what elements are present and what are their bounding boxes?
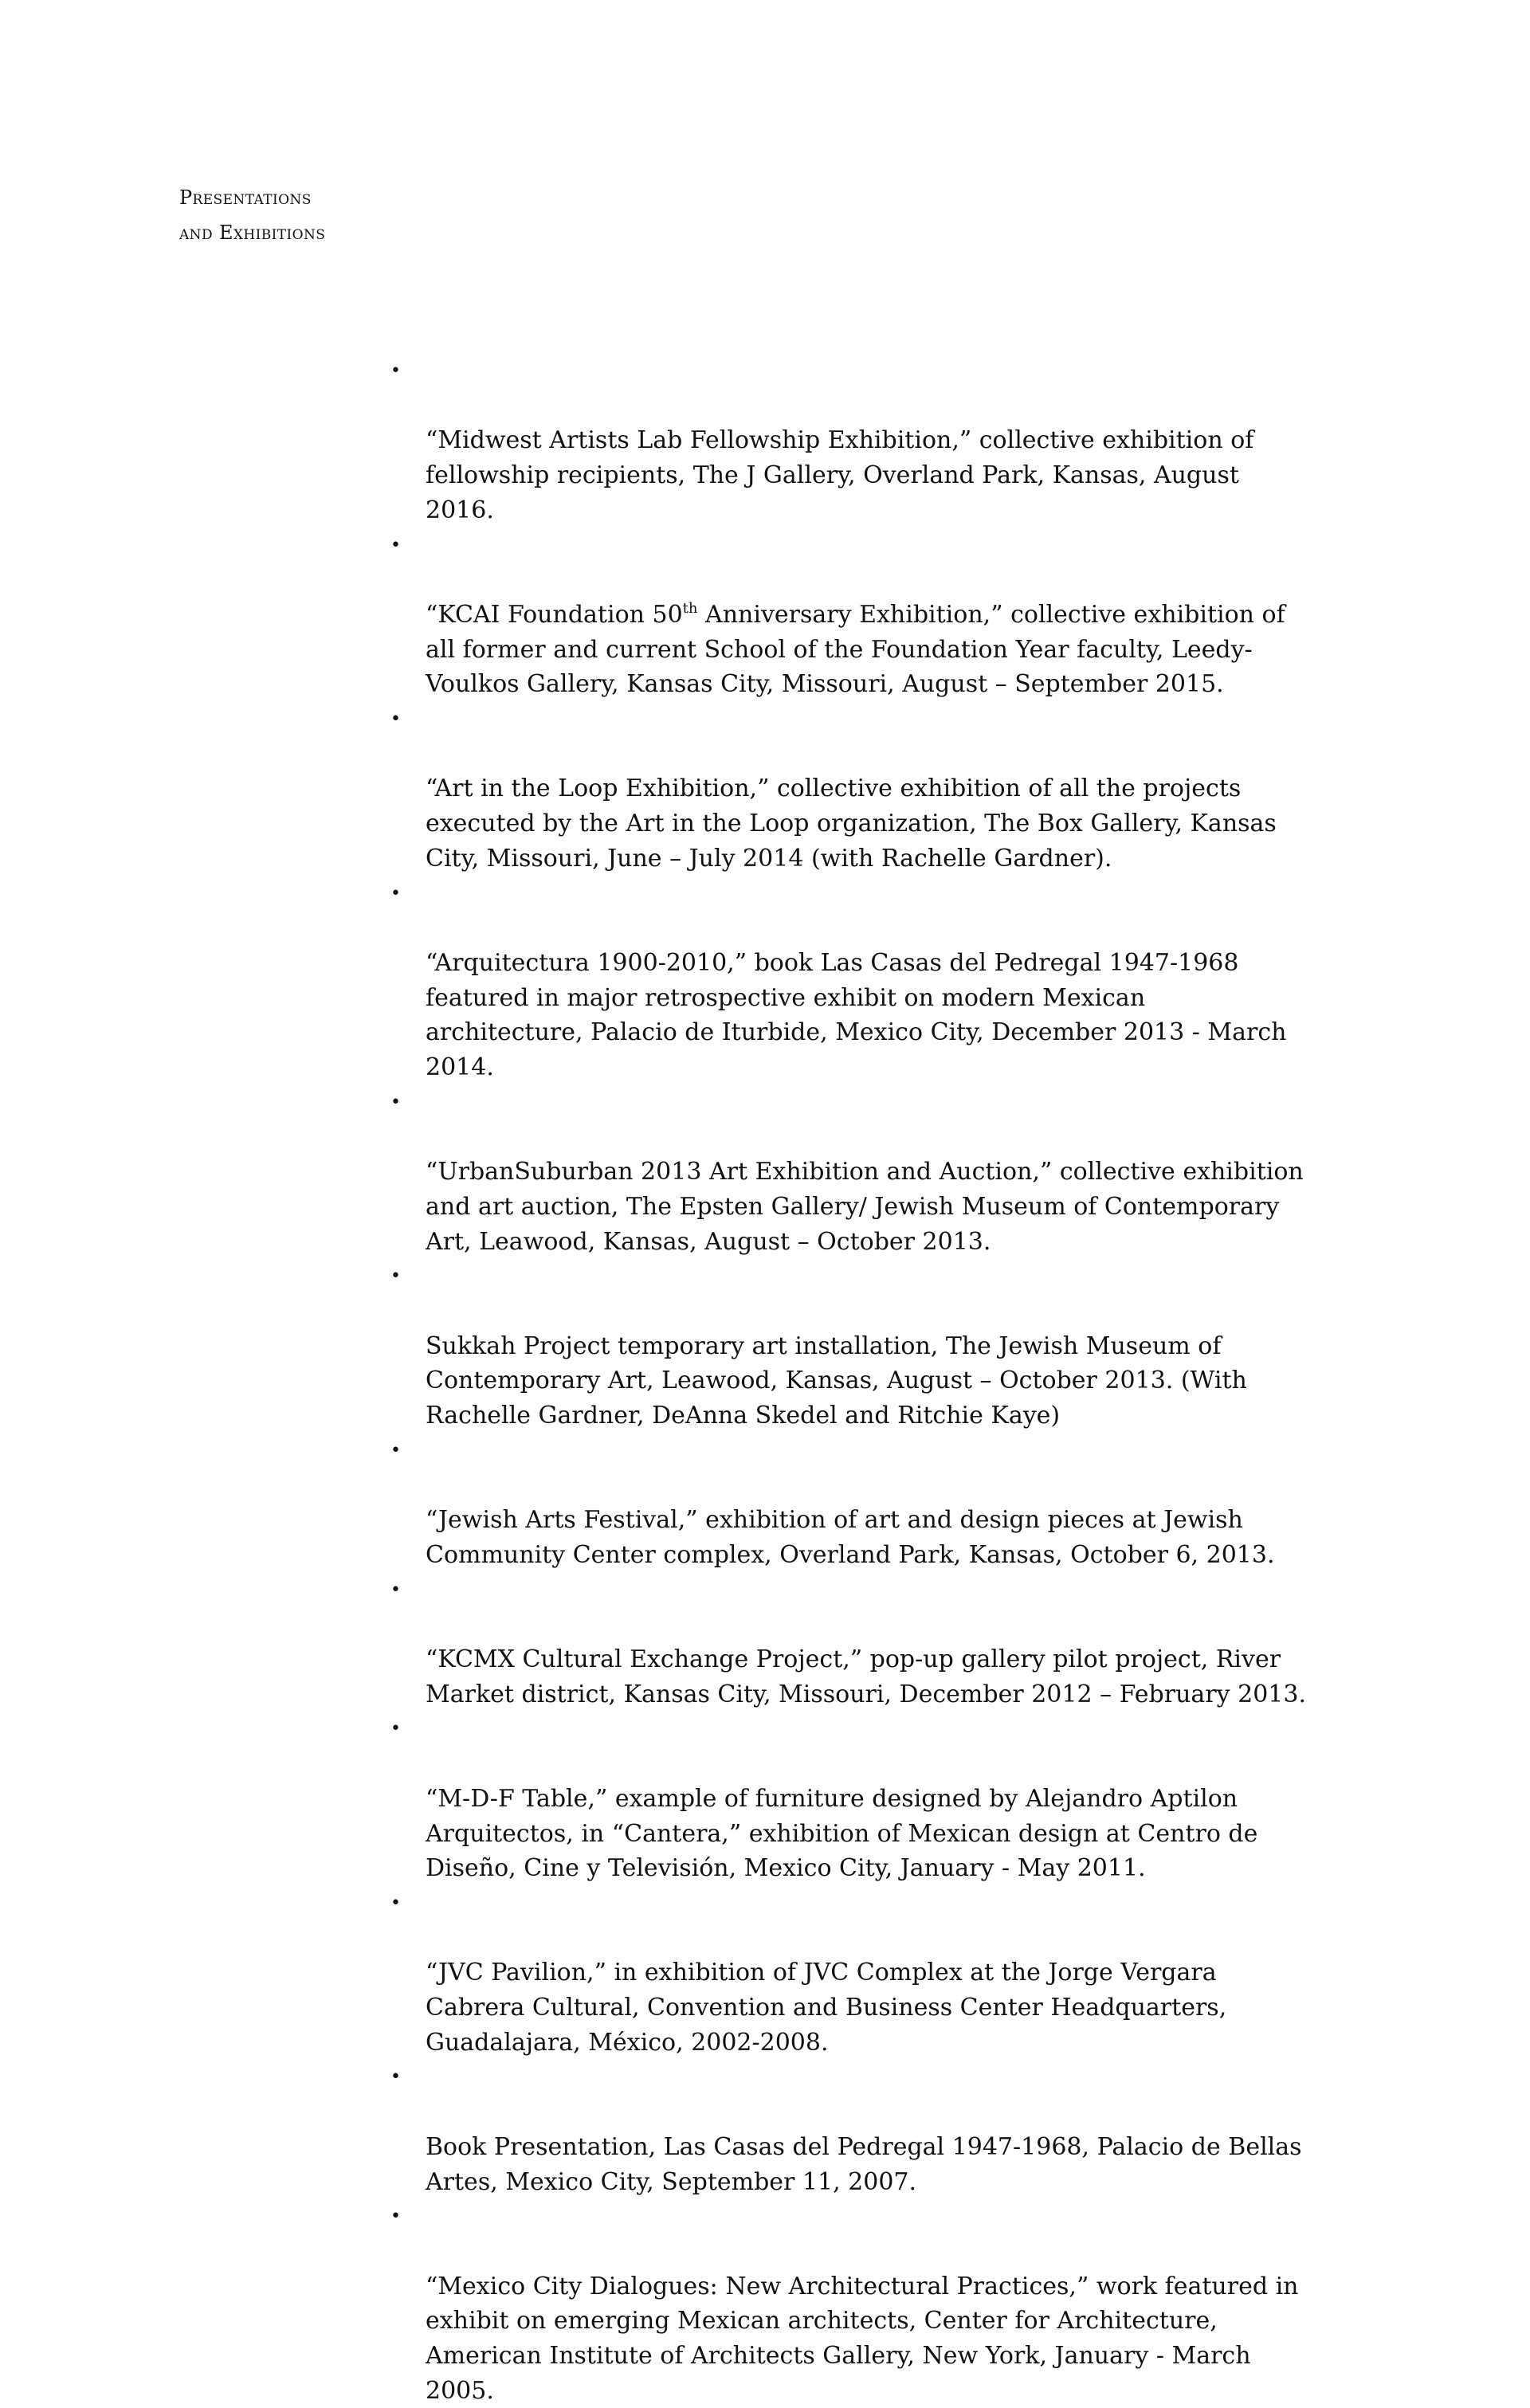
list-item xyxy=(390,1433,1347,1573)
ordinal-superscript: th xyxy=(682,599,698,617)
bullet-icon: • xyxy=(390,709,401,730)
entry-text: “Mexico City Dialogues: New Architectural Practices,” work featured in exhibit on emerging Mexican architects, Center for Architecture, American Institute of Architects Gallery, New York, January - March 2005. xyxy=(426,2272,1299,2405)
bullet-icon: • xyxy=(390,1092,401,1112)
entry-text-start: “KCAI Foundation 50 xyxy=(426,600,683,629)
bullet-icon: • xyxy=(390,2067,401,2088)
list-item xyxy=(390,2060,1347,2199)
entry-text: “Jewish Arts Festival,” exhibition of art and design pieces at Jewish Community Center complex, Overland Park, Kansas, October 6, 2013. xyxy=(426,1506,1275,1569)
entry-text-end: Anniversary Exhibition,” collective exhibition of all former and current School of the Foundation Year faculty, Leedy- Voulkos Gallery, Kansas City, Missouri, August – September 2015. xyxy=(426,600,1285,699)
bullet-icon: • xyxy=(390,2206,401,2227)
list-item xyxy=(390,1712,1347,1886)
bullet-icon: • xyxy=(390,361,401,381)
list-item xyxy=(390,1259,1347,1433)
entry-text: “Art in the Loop Exhibition,” collective exhibition of all the projects executed by the Art in the Loop organization, The Box Gallery, Kansas City, Missouri, June – July 2014 (with Rachelle Gardner). xyxy=(426,775,1277,873)
list-item xyxy=(390,2199,1347,2408)
entry-text: Sukkah Project temporary art installation, The Jewish Museum of Contemporary Art, Leawood, Kansas, August – October 2013. (With Rachelle Gardner, DeAnna Skedel and Ritchie Kaye) xyxy=(426,1331,1247,1430)
entry-text: “JVC Pavilion,” in exhibition of JVC Complex at the Jorge Vergara Cabrera Cultural, Convention and Business Center Headquarters, Guadalajara, México, 2002-2008. xyxy=(426,1959,1227,2057)
section-heading xyxy=(179,180,325,250)
entry-text: “Midwest Artists Lab Fellowship Exhibition,” collective exhibition of fellowship recipients, The J Gallery, Overland Park, Kansas, August 2016. xyxy=(426,426,1254,524)
section-heading-line-2: and Exhibitions xyxy=(179,222,326,244)
bullet-icon: • xyxy=(390,1892,401,1913)
bullet-icon: • xyxy=(390,1440,401,1461)
list-item xyxy=(390,1085,1347,1260)
bullet-icon: • xyxy=(390,1266,401,1287)
list-item xyxy=(390,702,1347,877)
list-item xyxy=(390,877,1347,1085)
section-heading-line-1: Presentations xyxy=(179,186,312,209)
bullet-icon: • xyxy=(390,883,401,904)
list-item xyxy=(390,528,1347,703)
entry-text: “KCMX Cultural Exchange Project,” pop-up gallery pilot project, River Market district, Kansas City, Missouri, December 2012 – February 2013. xyxy=(426,1645,1307,1708)
entry-text: “M-D-F Table,” example of furniture designed by Alejandro Aptilon Arquitectos, in “Cantera,” exhibition of Mexican design at Centro de Diseño, Cine y Televisión, Mexico City, January - May 2011. xyxy=(426,1784,1258,1883)
bullet-icon: • xyxy=(390,535,401,555)
exhibitions-list xyxy=(390,354,1347,2408)
entry-text: “Arquitectura 1900-2010,” book Las Casas del Pedregal 1947-1968 featured in major retrospective exhibit on modern Mexican architecture, Palacio de Iturbide, Mexico City, December 2013 - March 2014. xyxy=(426,948,1287,1082)
entry-text: Book Presentation, Las Casas del Pedregal 1947-1968, Palacio de Bellas Artes, Mexico City, September 11, 2007. xyxy=(426,2132,1302,2196)
bullet-icon: • xyxy=(390,1579,401,1600)
bullet-icon: • xyxy=(390,1719,401,1739)
list-item xyxy=(390,1573,1347,1712)
list-item xyxy=(390,1886,1347,2061)
entry-text: “UrbanSuburban 2013 Art Exhibition and Auction,” collective exhibition and art auction, The Epsten Gallery/ Jewish Museum of Contemporary Art, Leawood, Kansas, August – October 2013. xyxy=(426,1158,1304,1256)
list-item xyxy=(390,354,1347,528)
